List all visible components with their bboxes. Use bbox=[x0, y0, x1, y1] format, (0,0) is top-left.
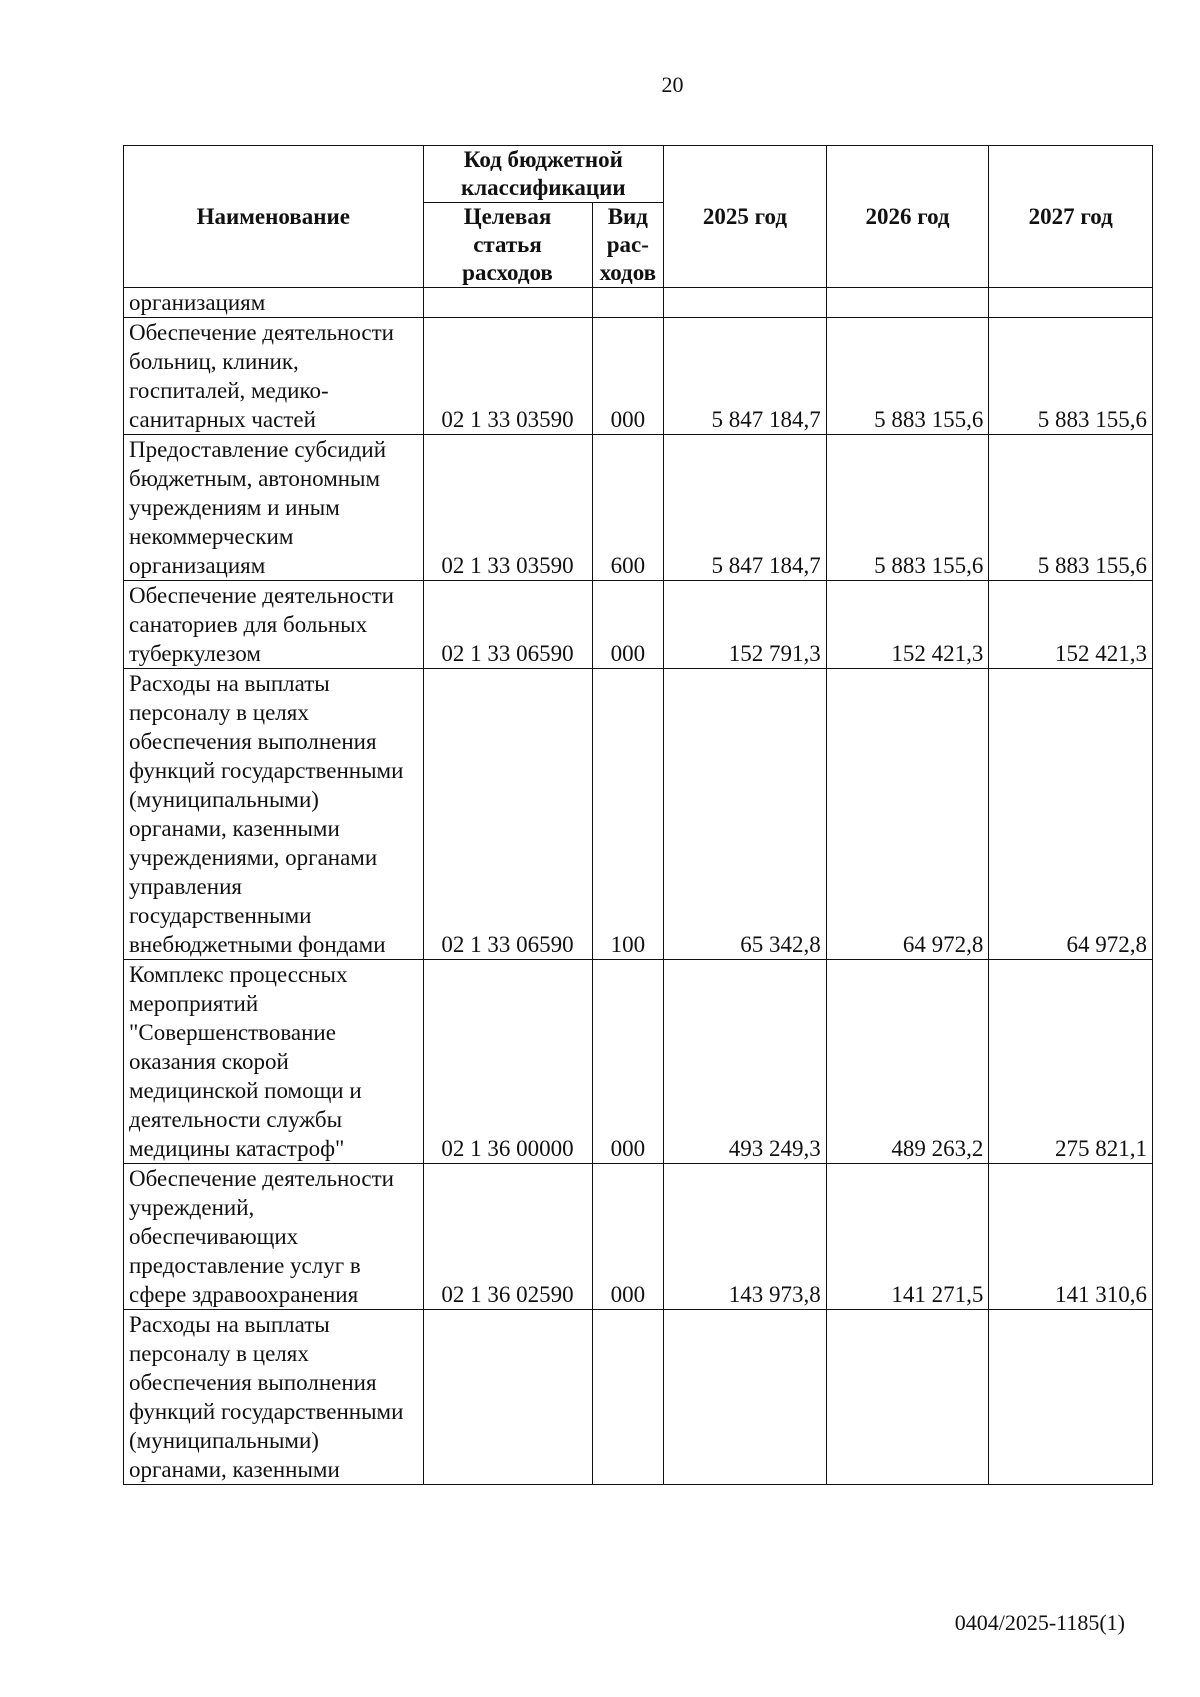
row-2025-cell bbox=[664, 1310, 827, 1485]
row-target-code-cell: 02 1 33 03590 bbox=[423, 318, 592, 435]
row-2026-cell: 489 263,2 bbox=[826, 960, 989, 1164]
row-name-cell: Расходы на выплаты персоналу в целях обеспечения выполнения функций государственными (муниципальными) органами, казенными учреждениями, органами управления государственными внебюджетными фондами bbox=[124, 669, 424, 960]
table-row bbox=[124, 1310, 1153, 1485]
row-expense-type-cell: 000 bbox=[592, 960, 664, 1164]
row-expense-type-cell: 100 bbox=[592, 669, 664, 960]
table-row bbox=[124, 1164, 1153, 1310]
header-2026: 2026 год bbox=[826, 146, 989, 288]
header-code-group: Код бюджетной классификации bbox=[423, 146, 664, 203]
table-row bbox=[124, 669, 1153, 960]
row-name-cell: Предоставление субсидий бюджетным, автономным учреждениям и иным некоммерческим организациям bbox=[124, 435, 424, 581]
row-2026-cell bbox=[826, 1310, 989, 1485]
table-row bbox=[124, 960, 1153, 1164]
row-2025-cell bbox=[664, 288, 827, 318]
row-2025-cell: 152 791,3 bbox=[664, 581, 827, 669]
document-code: 0404/2025-1185(1) bbox=[954, 1610, 1125, 1635]
row-2027-cell: 5 883 155,6 bbox=[989, 435, 1153, 581]
row-2026-cell bbox=[826, 288, 989, 318]
row-2025-cell: 5 847 184,7 bbox=[664, 435, 827, 581]
row-target-code-cell: 02 1 36 02590 bbox=[423, 1164, 592, 1310]
row-target-code-cell bbox=[423, 288, 592, 318]
row-target-code-cell: 02 1 33 03590 bbox=[423, 435, 592, 581]
row-target-code-cell bbox=[423, 1310, 592, 1485]
row-2027-cell: 275 821,1 bbox=[989, 960, 1153, 1164]
table-row bbox=[124, 288, 1153, 318]
header-row-1 bbox=[124, 146, 1153, 203]
row-name-cell: Комплекс процессных мероприятий "Совершенствование оказания скорой медицинской помощи и деятельности службы медицины катастроф" bbox=[124, 960, 424, 1164]
row-name-cell: Расходы на выплаты персоналу в целях обеспечения выполнения функций государственными (муниципальными) органами, казенными bbox=[124, 1310, 424, 1485]
row-2025-cell: 493 249,3 bbox=[664, 960, 827, 1164]
row-name-cell: организациям bbox=[124, 288, 424, 318]
row-2027-cell: 64 972,8 bbox=[989, 669, 1153, 960]
row-name-cell: Обеспечение деятельности больниц, клиник, госпиталей, медико-санитарных частей bbox=[124, 318, 424, 435]
row-2025-cell: 65 342,8 bbox=[664, 669, 827, 960]
row-2027-cell bbox=[989, 288, 1153, 318]
row-2025-cell: 143 973,8 bbox=[664, 1164, 827, 1310]
row-expense-type-cell: 000 bbox=[592, 318, 664, 435]
row-2026-cell: 152 421,3 bbox=[826, 581, 989, 669]
row-name-cell: Обеспечение деятельности учреждений, обеспечивающих предоставление услуг в сфере здравоохранения bbox=[124, 1164, 424, 1310]
table-row bbox=[124, 318, 1153, 435]
row-name-cell: Обеспечение деятельности санаториев для больных туберкулезом bbox=[124, 581, 424, 669]
row-2025-cell: 5 847 184,7 bbox=[664, 318, 827, 435]
row-target-code-cell: 02 1 33 06590 bbox=[423, 581, 592, 669]
header-2027: 2027 год bbox=[989, 146, 1153, 288]
page-number: 20 bbox=[661, 72, 684, 97]
header-2025: 2025 год bbox=[664, 146, 827, 288]
row-2027-cell bbox=[989, 1310, 1153, 1485]
row-expense-type-cell: 000 bbox=[592, 1164, 664, 1310]
row-expense-type-cell bbox=[592, 1310, 664, 1485]
budget-table bbox=[123, 145, 1153, 1485]
row-2026-cell: 5 883 155,6 bbox=[826, 435, 989, 581]
row-expense-type-cell: 600 bbox=[592, 435, 664, 581]
row-2027-cell: 152 421,3 bbox=[989, 581, 1153, 669]
row-2027-cell: 141 310,6 bbox=[989, 1164, 1153, 1310]
header-name: Наименование bbox=[124, 146, 424, 288]
row-2027-cell: 5 883 155,6 bbox=[989, 318, 1153, 435]
table-row bbox=[124, 435, 1153, 581]
row-2026-cell: 5 883 155,6 bbox=[826, 318, 989, 435]
row-target-code-cell: 02 1 36 00000 bbox=[423, 960, 592, 1164]
header-type: Вид рас-ходов bbox=[592, 203, 664, 288]
row-expense-type-cell: 000 bbox=[592, 581, 664, 669]
row-target-code-cell: 02 1 33 06590 bbox=[423, 669, 592, 960]
header-target: Целевая статья расходов bbox=[423, 203, 592, 288]
row-expense-type-cell bbox=[592, 288, 664, 318]
table-row bbox=[124, 581, 1153, 669]
row-2026-cell: 141 271,5 bbox=[826, 1164, 989, 1310]
row-2026-cell: 64 972,8 bbox=[826, 669, 989, 960]
